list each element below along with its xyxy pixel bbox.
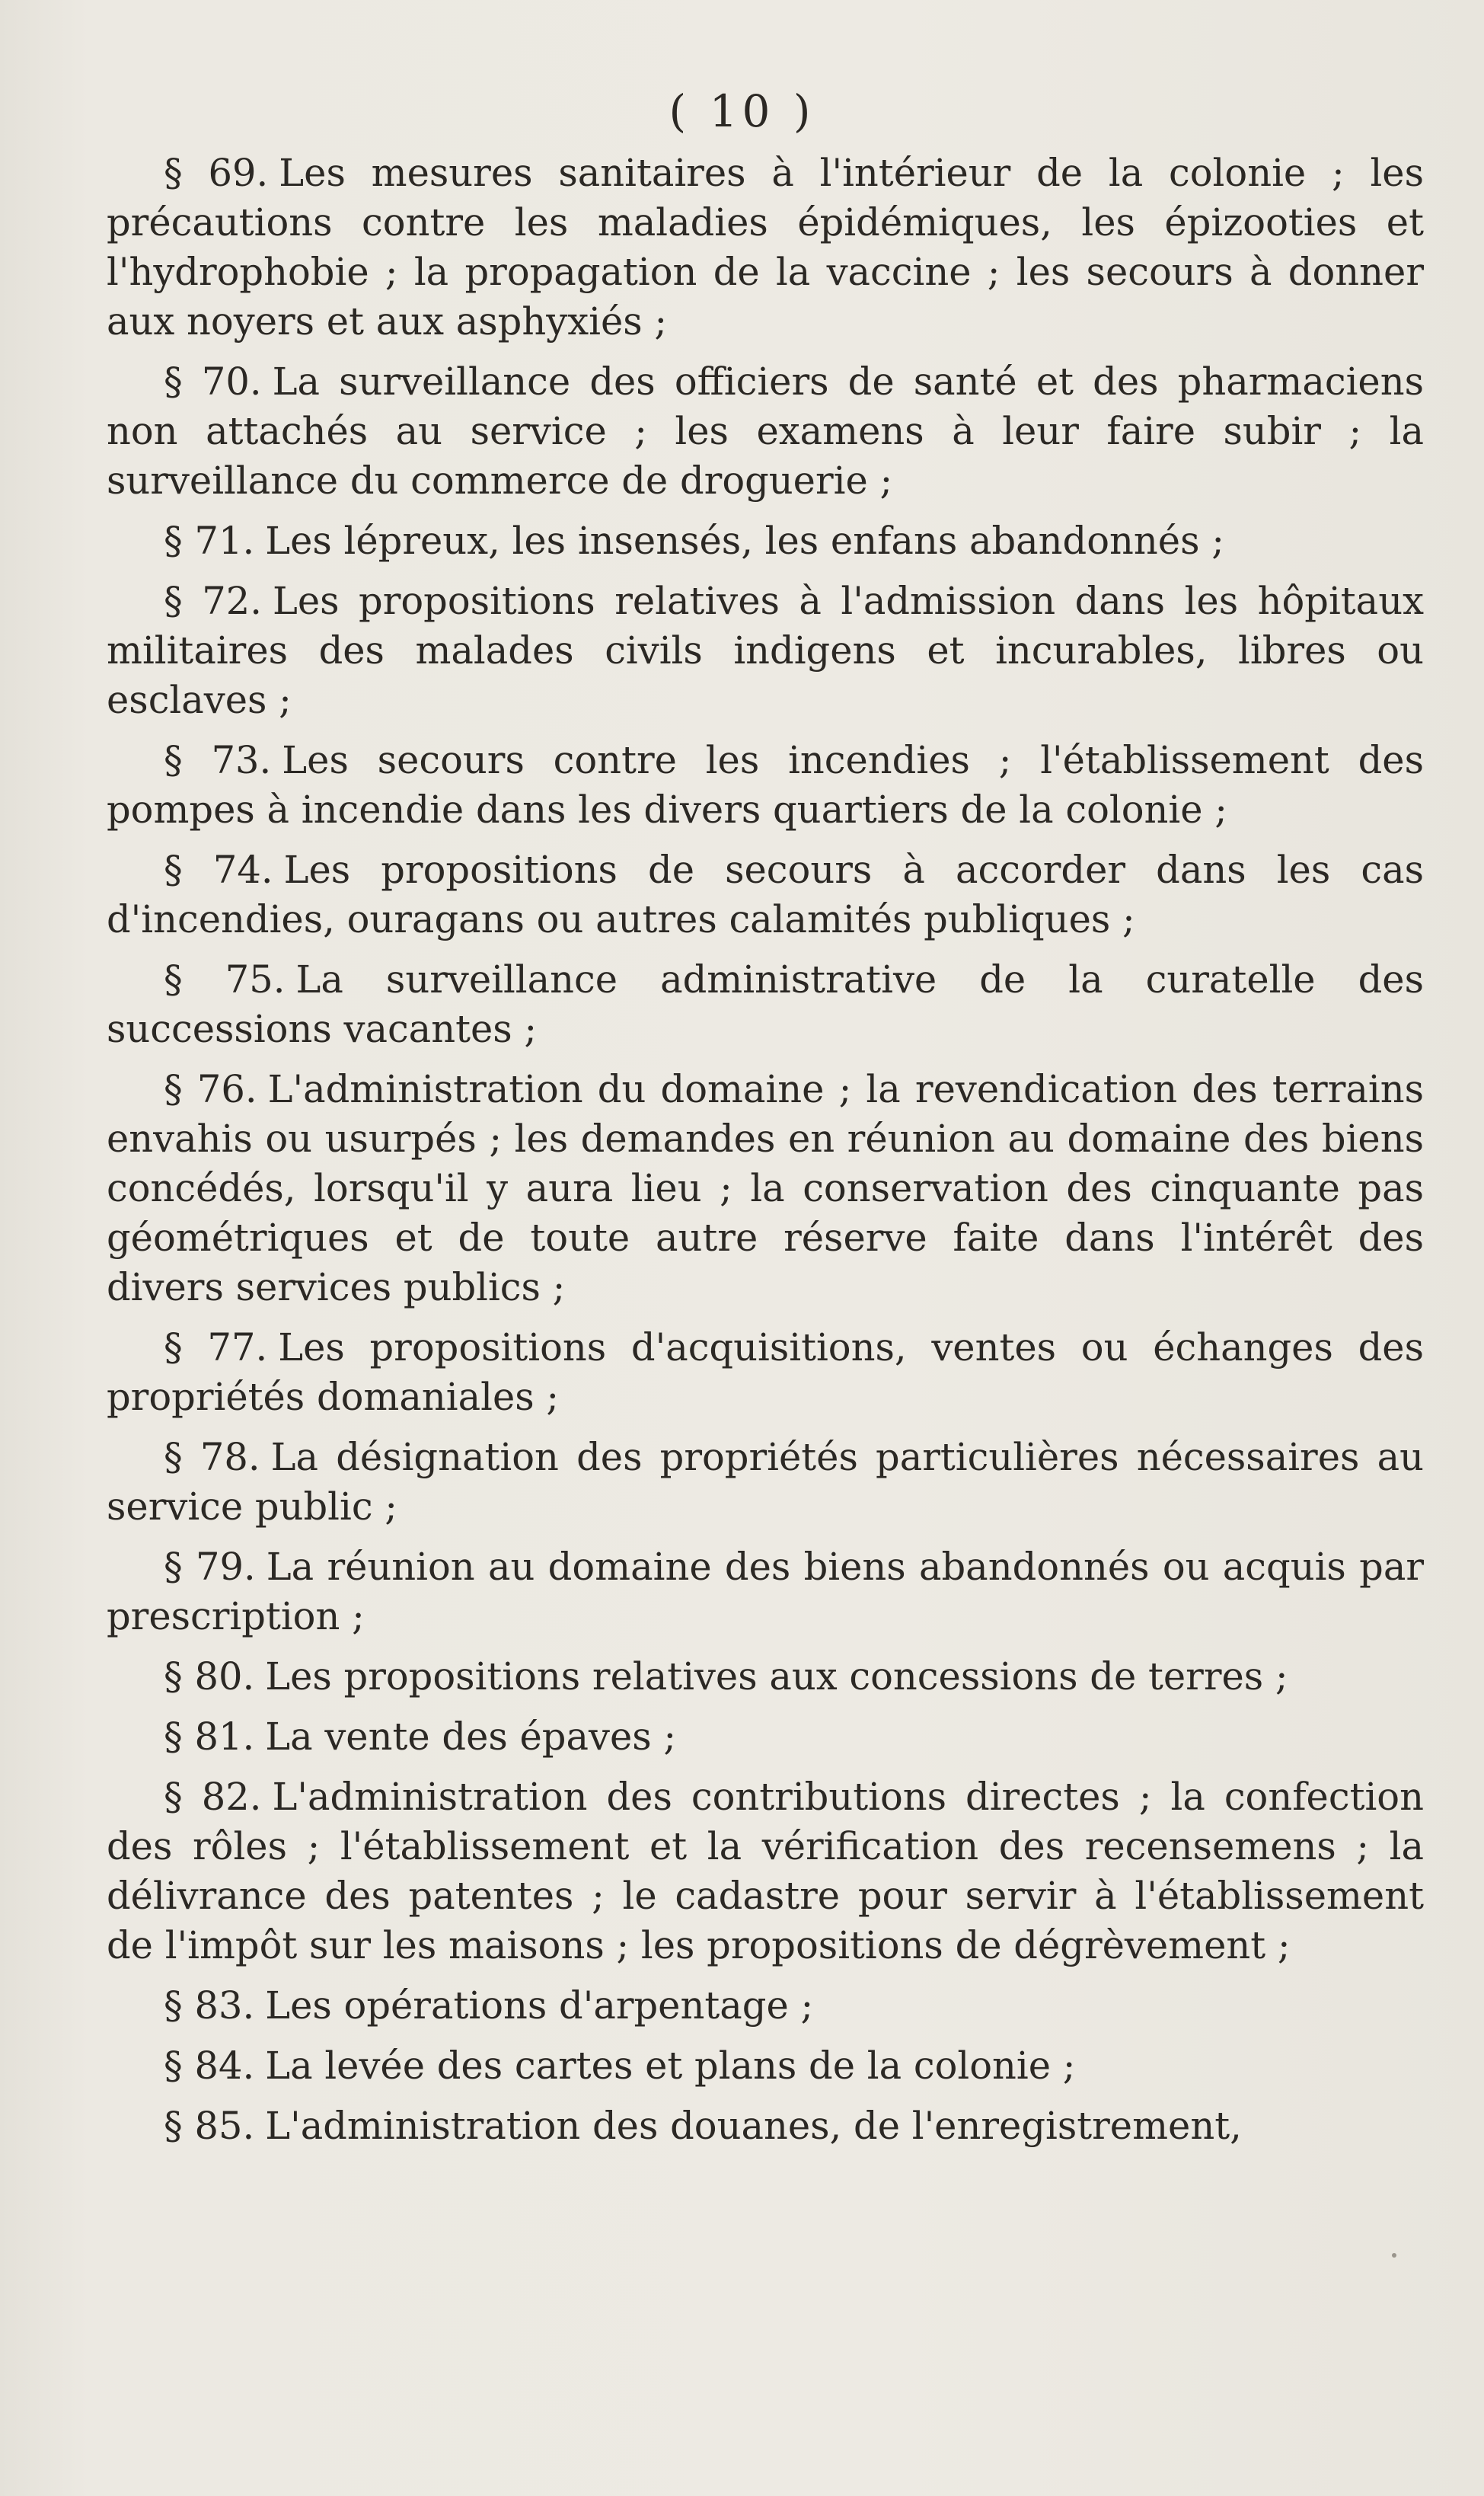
section-number: § 73. bbox=[164, 738, 272, 782]
paragraph-text: Les mesures sanitaires à l'intérieur de la colonie ; les précautions contre les maladies épidémiques, les épizooties et l'hydrophobie ; la propagation de la vaccine ; les secours à donner aux noyers et aux asphyxiés ; bbox=[107, 151, 1424, 344]
page-body bbox=[107, 149, 1424, 2162]
paragraph-text: La levée des cartes et plans de la colonie ; bbox=[265, 2044, 1076, 2088]
paragraph-text: Les opérations d'arpentage ; bbox=[265, 1983, 814, 2028]
paragraph-74 bbox=[107, 845, 1424, 944]
paragraph-text: Les lépreux, les insensés, les enfans abandonnés ; bbox=[265, 519, 1224, 563]
paragraph-69 bbox=[107, 149, 1424, 347]
section-number: § 85. bbox=[164, 2104, 255, 2148]
section-number: § 77. bbox=[164, 1325, 268, 1369]
section-number: § 84. bbox=[164, 2044, 255, 2088]
paragraph-70 bbox=[107, 357, 1424, 506]
paragraph-text: La surveillance administrative de la curatelle des successions vacantes ; bbox=[107, 957, 1424, 1051]
paragraph-76 bbox=[107, 1065, 1424, 1312]
section-number: § 69. bbox=[164, 151, 269, 195]
paragraph-81 bbox=[107, 1712, 1424, 1762]
paragraph-73 bbox=[107, 736, 1424, 835]
section-number: § 76. bbox=[164, 1067, 257, 1111]
paragraph-71 bbox=[107, 516, 1424, 566]
section-number: § 74. bbox=[164, 848, 273, 892]
paragraph-85 bbox=[107, 2101, 1424, 2151]
paragraph-72 bbox=[107, 577, 1424, 725]
paragraph-text: Les propositions relatives à l'admission dans les hôpitaux militaires des malades civils indigens et incurables, libres ou esclaves ; bbox=[107, 579, 1424, 722]
paragraph-text: La vente des épaves ; bbox=[265, 1715, 677, 1759]
paragraph-text: Les propositions de secours à accorder dans les cas d'incendies, ouragans ou autres calamités publiques ; bbox=[107, 848, 1424, 941]
paragraph-83 bbox=[107, 1981, 1424, 2031]
paper-speck bbox=[1392, 2253, 1396, 2258]
section-number: § 75. bbox=[164, 957, 286, 1002]
section-number: § 80. bbox=[164, 1654, 255, 1699]
paragraph-text: La désignation des propriétés particulières nécessaires au service public ; bbox=[107, 1435, 1424, 1529]
section-number: § 78. bbox=[164, 1435, 260, 1479]
paragraph-82 bbox=[107, 1772, 1424, 1970]
paragraph-text: La réunion au domaine des biens abandonnés ou acquis par prescription ; bbox=[107, 1545, 1424, 1638]
paragraph-79 bbox=[107, 1542, 1424, 1641]
paragraph-78 bbox=[107, 1433, 1424, 1532]
paragraph-text: Les propositions d'acquisitions, ventes ou échanges des propriétés domaniales ; bbox=[107, 1325, 1424, 1419]
section-number: § 82. bbox=[164, 1775, 262, 1819]
section-number: § 71. bbox=[164, 519, 255, 563]
paragraph-text: L'administration des douanes, de l'enregistrement, bbox=[265, 2104, 1242, 2148]
section-number: § 81. bbox=[164, 1715, 255, 1759]
paragraph-text: Les propositions relatives aux concessions de terres ; bbox=[265, 1654, 1288, 1699]
paragraph-77 bbox=[107, 1323, 1424, 1422]
section-number: § 70. bbox=[164, 360, 262, 404]
paragraph-80 bbox=[107, 1652, 1424, 1702]
paragraph-text: Les secours contre les incendies ; l'établissement des pompes à incendie dans les divers quartiers de la colonie ; bbox=[107, 738, 1424, 832]
paragraph-text: La surveillance des officiers de santé et des pharmaciens non attachés au service ; les examens à leur faire subir ; la surveillance du commerce de droguerie ; bbox=[107, 360, 1424, 503]
paragraph-text: L'administration du domaine ; la revendication des terrains envahis ou usurpés ; les demandes en réunion au domaine des biens concédés, lorsqu'il y aura lieu ; la conservation des cinquante pas géométriques et de toute autre réserve faite dans l'intérêt des divers services publics ; bbox=[107, 1067, 1424, 1309]
page-number: ( 10 ) bbox=[669, 85, 815, 137]
section-number: § 83. bbox=[164, 1983, 255, 2028]
paragraph-text: L'administration des contributions directes ; la confection des rôles ; l'établissement et la vérification des recensemens ; la délivrance des patentes ; le cadastre pour servir à l'établissement de l'impôt sur les maisons ; les propositions de dégrèvement ; bbox=[107, 1775, 1424, 1967]
section-number: § 79. bbox=[164, 1545, 256, 1589]
paragraph-84 bbox=[107, 2041, 1424, 2091]
section-number: § 72. bbox=[164, 579, 262, 623]
paragraph-75 bbox=[107, 955, 1424, 1054]
